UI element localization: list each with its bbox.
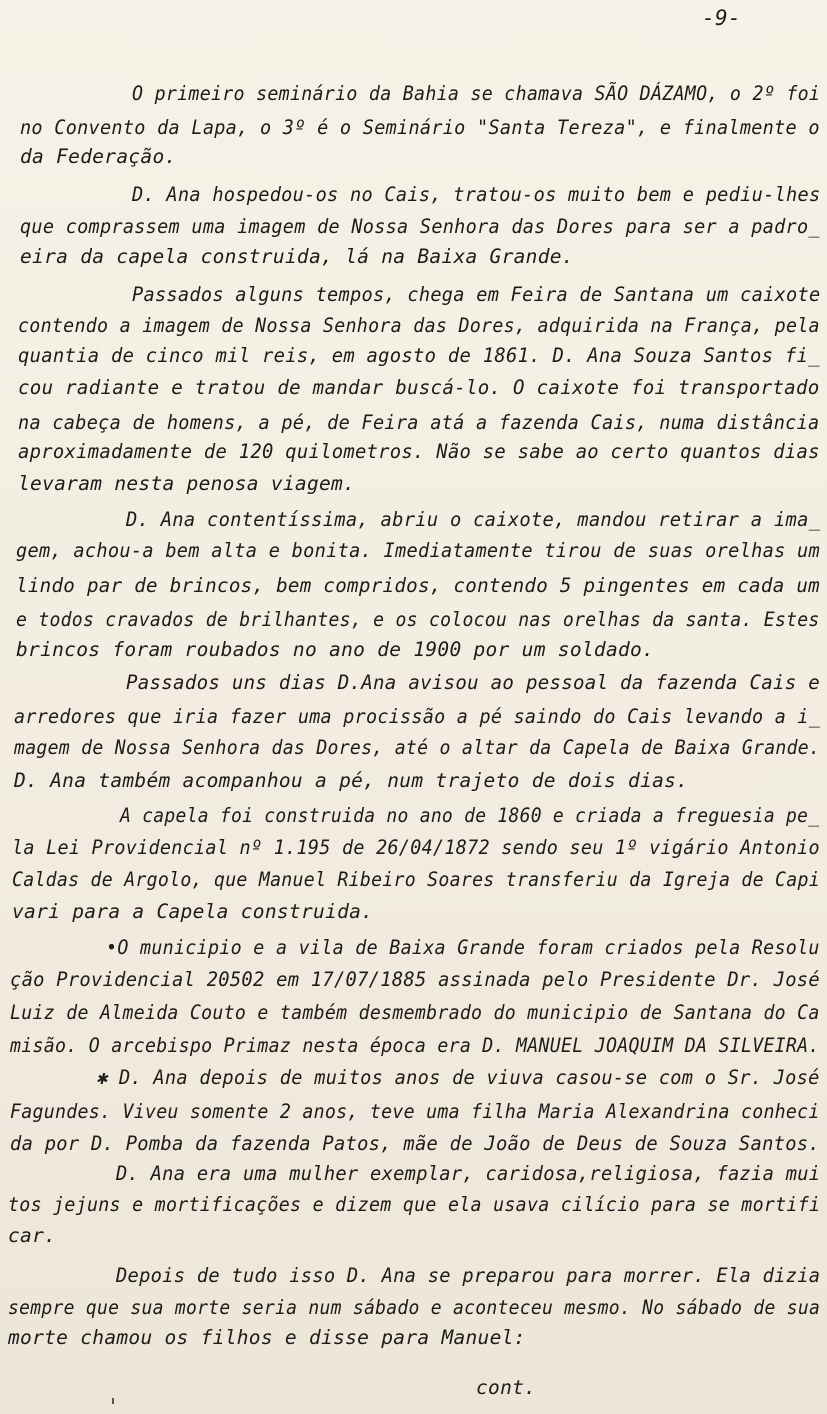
text-line: D. Ana também acompanhou a pé, num trajeto de dois dias.: [14, 769, 689, 792]
text-line: sempre que sua morte seria num sábado e aconteceu mesmo. No sábado de sua: [8, 1296, 821, 1319]
text-line: Depois de tudo isso D. Ana se preparou para morrer. Ela dizia: [116, 1264, 821, 1287]
text-line: D. Ana era uma mulher exemplar, caridosa,religiosa, fazia mui: [116, 1162, 821, 1185]
text-line: da Federação.: [20, 145, 177, 168]
text-line: Passados uns dias D.Ana avisou ao pessoal da fazenda Cais e: [126, 671, 821, 694]
text-line: magem de Nossa Senhora das Dores, até o altar da Capela de Baixa Grande.: [14, 736, 821, 759]
text-line: Passados alguns tempos, chega em Feira de Santana um caixote: [132, 283, 821, 306]
text-line: Fagundes. Viveu somente 2 anos, teve uma filha Maria Alexandrina conheci: [10, 1100, 820, 1123]
text-line: A capela foi construida no ano de 1860 e criada a freguesia pe_: [120, 804, 820, 827]
text-line: eira da capela construida, lá na Baixa Grande.: [20, 245, 574, 268]
text-line: e todos cravados de brilhantes, e os colocou nas orelhas da santa. Estes: [16, 608, 820, 631]
text-line: vari para a Capela construida.: [12, 900, 374, 923]
text-line: misão. O arcebispo Primaz nesta época era D. MANUEL JOAQUIM DA SILVEIRA.: [10, 1034, 820, 1057]
text-line: la Lei Providencial nº 1.195 de 26/04/1872 sendo seu 1º vigário Antonio: [12, 836, 820, 859]
text-line: gem, achou-a bem alta e bonita. Imediatamente tirou de suas orelhas um: [16, 539, 821, 562]
continued-label: cont.: [476, 1376, 537, 1399]
text-line: da por D. Pomba da fazenda Patos, mãe de João de Deus de Souza Santos.: [10, 1132, 820, 1155]
text-line: ção Providencial 20502 em 17/07/1885 assinada pelo Presidente Dr. José: [10, 968, 820, 991]
text-line: cou radiante e tratou de mandar buscá-lo. O caixote foi transportado: [18, 376, 820, 399]
text-line: •O municipio e a vila de Baixa Grande foram criados pela Resolu: [106, 936, 820, 959]
text-line: na cabeça de homens, a pé, de Feira atá a fazenda Cais, numa distância: [18, 411, 820, 434]
text-line: morte chamou os filhos e disse para Manuel:: [8, 1326, 526, 1349]
text-line: arredores que iria fazer uma procissão a pé saindo do Cais levando a i_: [14, 705, 821, 728]
text-line: aproximadamente de 120 quilometros. Não se sabe ao certo quantos dias: [18, 440, 820, 463]
text-line: car.: [8, 1224, 57, 1247]
text-line: no Convento da Lapa, o 3º é o Seminário "Santa Tereza", e finalmente o: [20, 116, 820, 139]
text-line: Caldas de Argolo, que Manuel Ribeiro Soares transferiu da Igreja de Capi: [12, 868, 820, 891]
text-line: ✱ D. Ana depois de muitos anos de viuva casou-se com o Sr. José: [96, 1066, 820, 1089]
text-line: lindo par de brincos, bem compridos, contendo 5 pingentes em cada um: [16, 574, 820, 597]
text-line: O primeiro seminário da Bahia se chamava SÃO DÁZAMO, o 2º foi: [132, 82, 821, 105]
text-line: D. Ana contentíssima, abriu o caixote, mandou retirar a ima_: [126, 508, 821, 531]
text-line: Luiz de Almeida Couto e também desmembrado do municipio de Santana do Ca: [10, 1001, 820, 1024]
text-line: levaram nesta penosa viagem.: [18, 472, 356, 495]
page-number: -9-: [702, 6, 741, 30]
ink-mark: [112, 1398, 114, 1404]
text-line: brincos foram roubados no ano de 1900 por um soldado.: [16, 638, 655, 661]
text-line: contendo a imagem de Nossa Senhora das Dores, adquirida na França, pela: [18, 314, 820, 337]
text-line: D. Ana hospedou-os no Cais, tratou-os muito bem e pediu-lhes: [132, 183, 821, 206]
text-line: tos jejuns e mortificações e dizem que ela usava cilício para se mortifi: [8, 1193, 821, 1216]
text-line: que comprassem uma imagem de Nossa Senhora das Dores para ser a padro_: [20, 215, 820, 238]
text-line: quantia de cinco mil reis, em agosto de 1861. D. Ana Souza Santos fi_: [18, 344, 820, 367]
